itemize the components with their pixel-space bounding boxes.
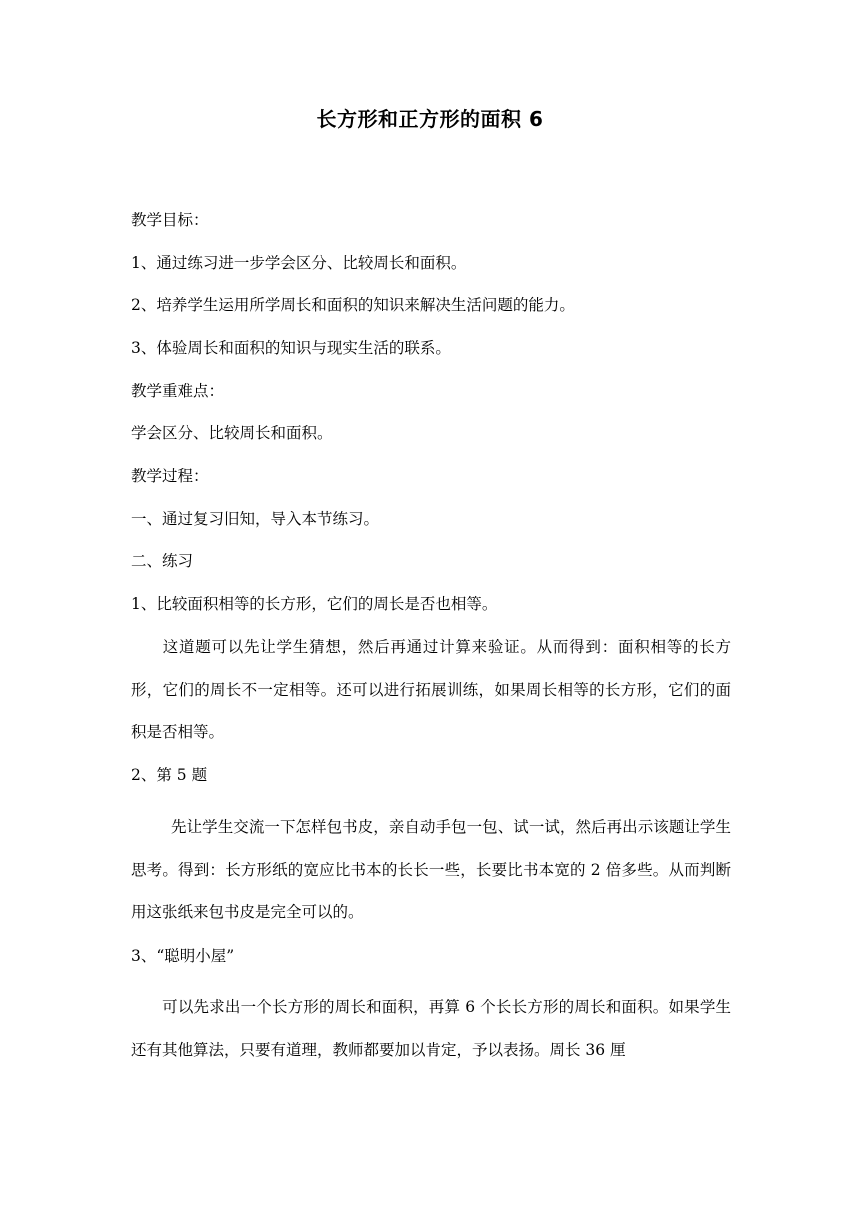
item2-body-text: 先让学生交流一下怎样包书皮，亲自动手包一包、试一试，然后再出示该题让学生思考。得到：长方形纸的宽应比书本的长长一些，长要比书本宽的 2 倍多些。从而判断用这张纸来包书皮是完全可以的。 <box>131 818 731 921</box>
goal-item-2: 2、培养学生运用所学周长和面积的知识来解决生活问题的能力。 <box>131 296 575 314</box>
step-two: 二、练习 <box>131 552 194 570</box>
difficulty-text: 学会区分、比较周长和面积。 <box>131 424 333 442</box>
goal-item-3: 3、体验周长和面积的知识与现实生活的联系。 <box>131 339 451 357</box>
goal-item-1: 1、通过练习进一步学会区分、比较周长和面积。 <box>131 254 467 272</box>
item1-body-text: 这道题可以先让学生猜想，然后再通过计算来验证。从而得到：面积相等的长方形，它们的周长不一定相等。还可以进行拓展训练，如果周长相等的长方形，它们的面积是否相等。 <box>131 638 731 741</box>
process-heading: 教学过程： <box>131 467 209 485</box>
item3-title: 3、“聪明小屋” <box>131 947 235 965</box>
goals-heading: 教学目标： <box>131 211 209 229</box>
step-one: 一、通过复习旧知，导入本节练习。 <box>131 510 380 528</box>
item2-title: 2、第 5 题 <box>131 766 208 784</box>
item3-body-text: 可以先求出一个长方形的周长和面积，再算 6 个长长方形的周长和面积。如果学生还有其他算法，只要有道理，教师都要加以肯定，予以表扬。周长 36 厘 <box>131 998 731 1059</box>
document-title: 长方形和正方形的面积 6 <box>316 107 544 131</box>
item3-body <box>131 986 731 1071</box>
item1-title: 1、比较面积相等的长方形，它们的周长是否也相等。 <box>131 595 498 613</box>
item2-body <box>131 806 731 934</box>
difficulty-heading: 教学重难点： <box>131 382 225 400</box>
item1-body <box>131 626 731 754</box>
